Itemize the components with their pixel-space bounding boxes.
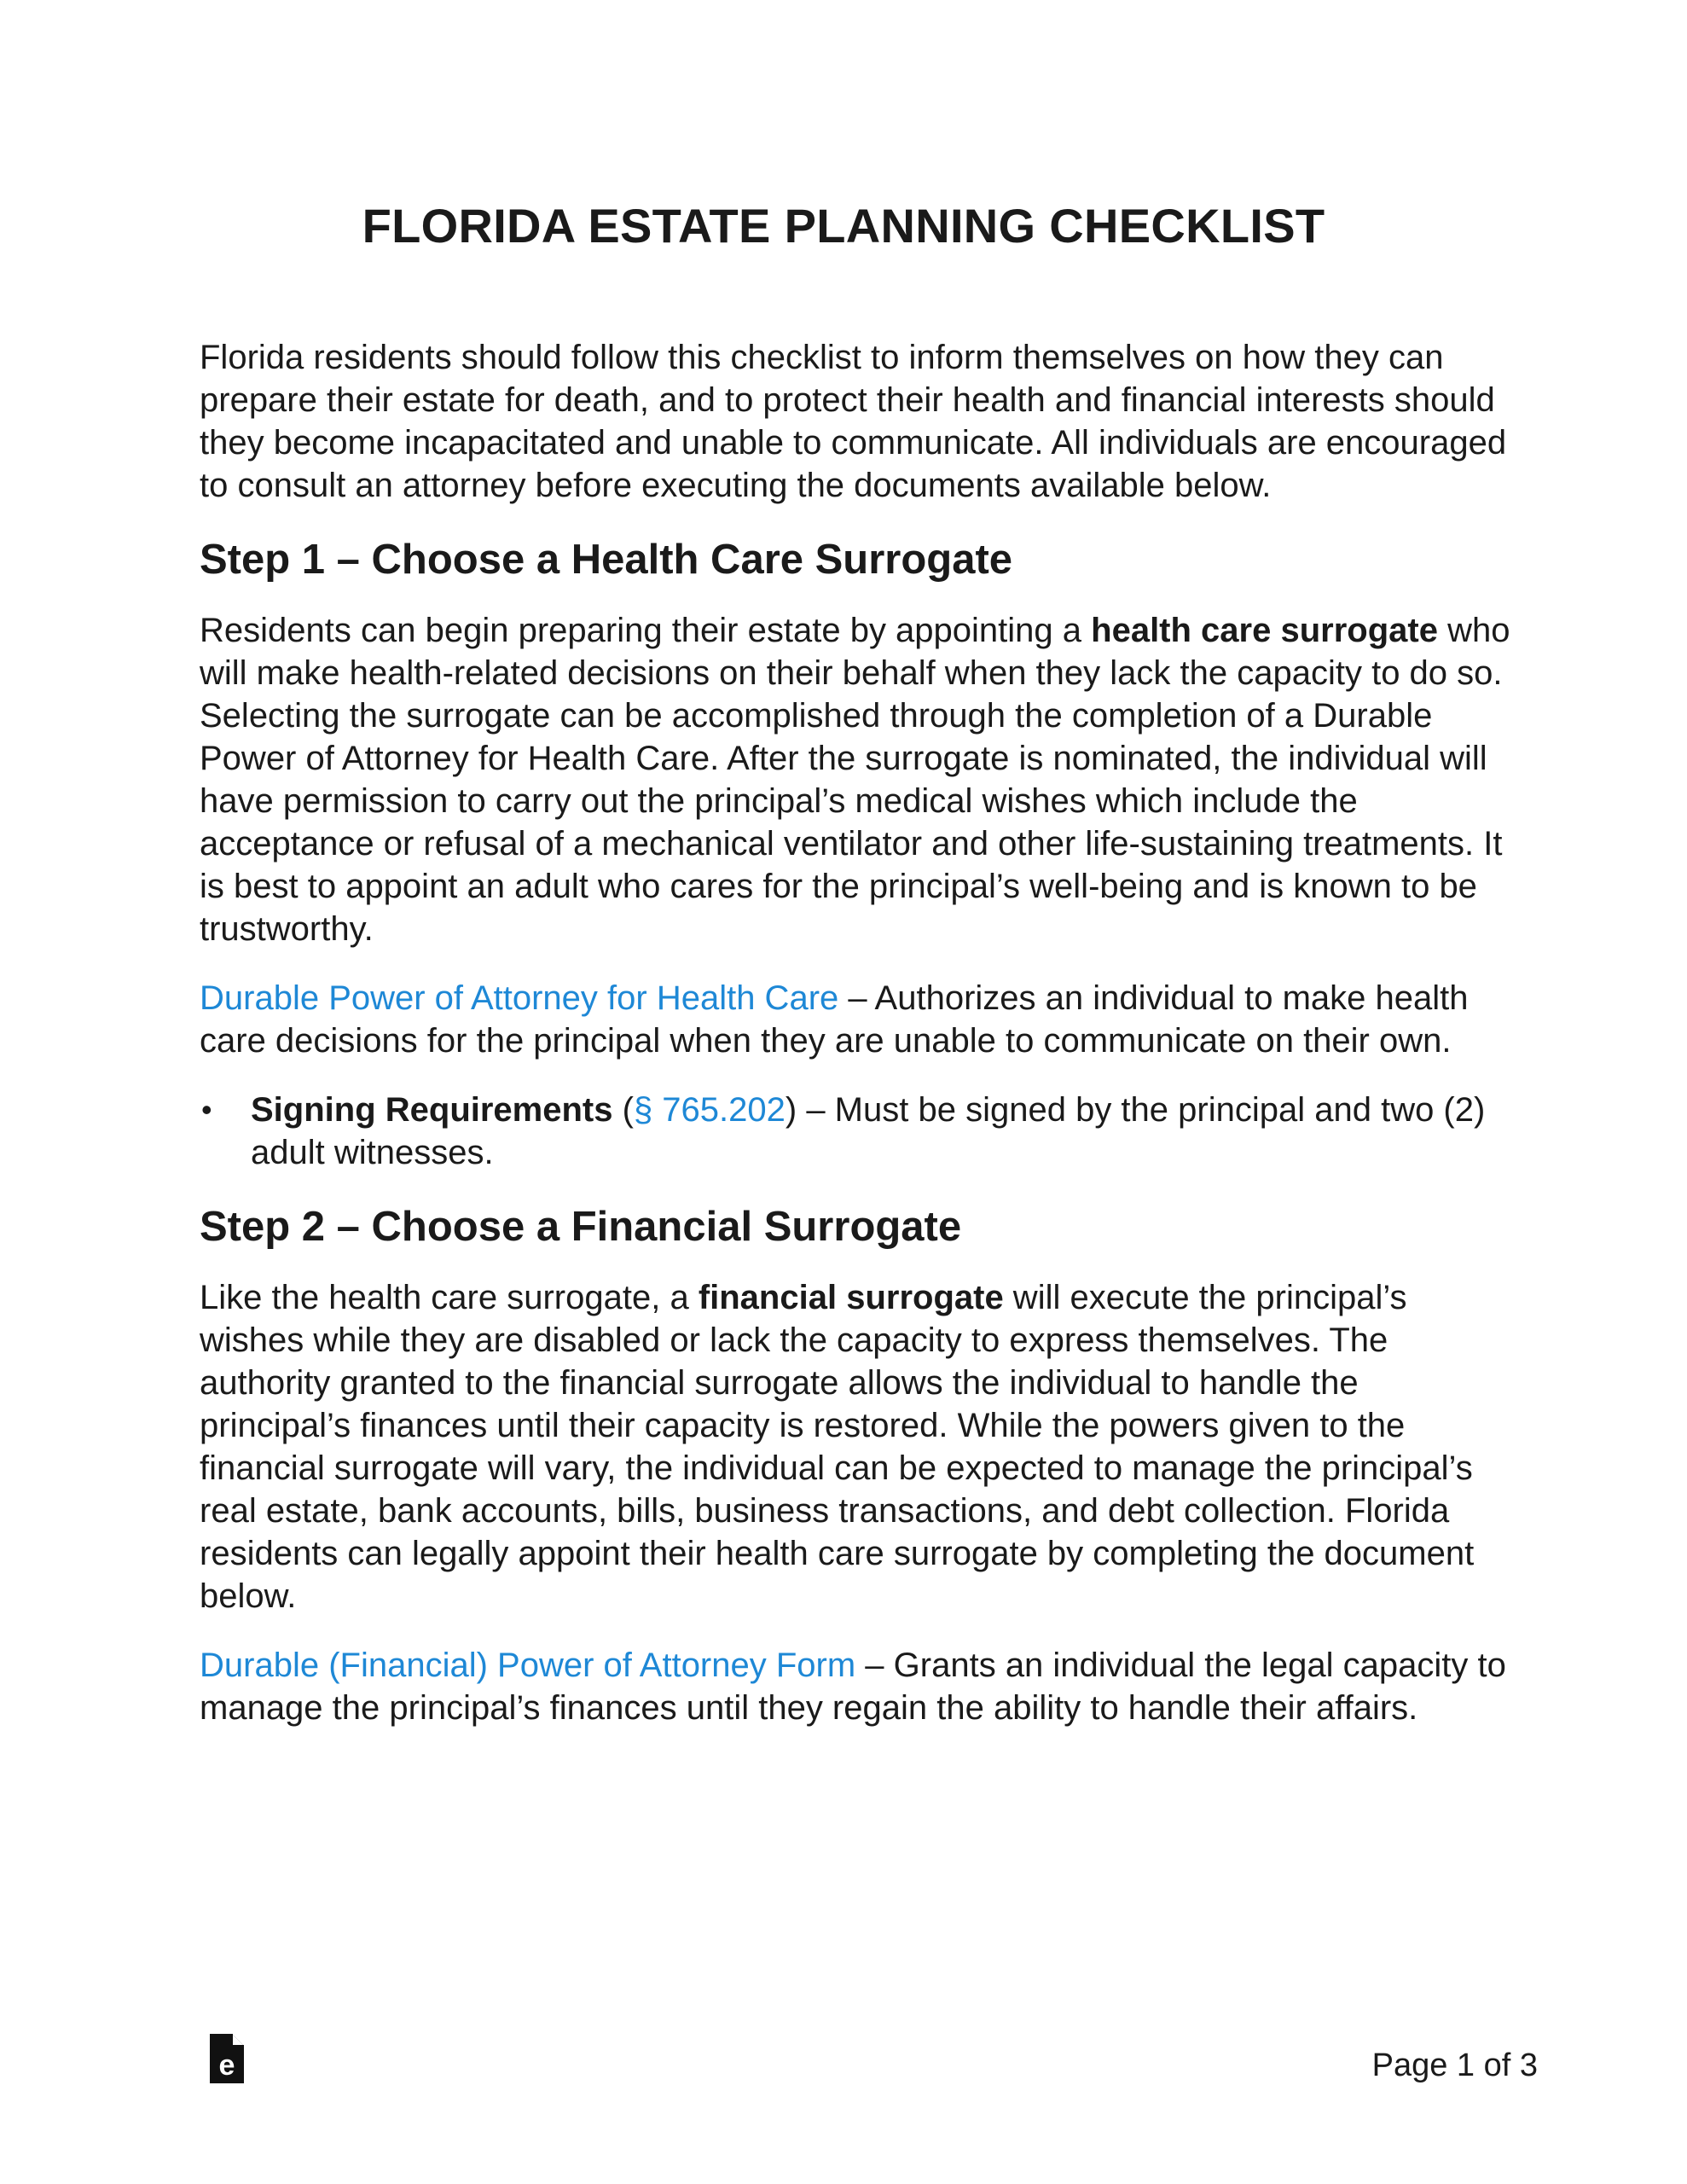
health-care-poa-description: – Authorizes an individual to make health care decisions for the principal when they are unable to communicate on their own. (200, 979, 1469, 1060)
signing-requirements-label: Signing Requirements (251, 1091, 613, 1129)
signing-requirements-list (200, 1089, 1513, 1174)
step2-paragraph (200, 1276, 1513, 1618)
step2-text-after: will execute the principal’s wishes while they are disabled or lack the capacity to express themselves. The authority granted to the financial surrogate allows the individual to handle the principal’s finances until their capacity is restored. While the powers given to the financial surrogate will vary, the individual can be expected to manage the principal’s real estate, bank accounts, bills, business transactions, and debt collection. Florida residents can legally appoint their health care surrogate by completing the document below. (200, 1279, 1475, 1615)
intro-paragraph: Florida residents should follow this checklist to inform themselves on how they can prepare their estate for death, and to protect their health and financial interests should they become incapacitated and unable to communicate. All individuals are encouraged to consult an attorney before executing the documents available below. (200, 339, 1507, 504)
document-title: FLORIDA ESTATE PLANNING CHECKLIST (362, 199, 1325, 253)
eforms-logo-icon (208, 2032, 246, 2085)
svg-text:e: e (218, 2049, 235, 2082)
step2-text-before: Like the health care surrogate, a (200, 1279, 699, 1316)
financial-poa-description: – Grants an individual the legal capacity to manage the principal’s finances until they regain the ability to handle their affairs. (200, 1647, 1506, 1727)
health-care-poa-link[interactable]: Durable Power of Attorney for Health Care (200, 979, 839, 1017)
document-body (200, 336, 1513, 1729)
financial-poa-entry (200, 1644, 1513, 1729)
step1-text-before: Residents can begin preparing their estate by appointing a (200, 612, 1092, 649)
financial-poa-link[interactable]: Durable (Financial) Power of Attorney Form (200, 1647, 856, 1684)
financial-surrogate-term: financial surrogate (698, 1279, 1004, 1316)
step1-heading: Step 1 – Choose a Health Care Surrogate (200, 537, 1013, 583)
health-care-poa-entry (200, 977, 1513, 1062)
step2-heading: Step 2 – Choose a Financial Surrogate (200, 1204, 962, 1250)
bullet-icon: • (201, 1092, 212, 1127)
page-number: Page 1 of 3 (1371, 2048, 1538, 2083)
signing-requirements-text: ) – Must be signed by the principal and two (2) adult witnesses. (251, 1091, 1486, 1171)
statute-765-202-link[interactable]: § 765.202 (633, 1091, 786, 1129)
list-item (200, 1089, 1513, 1174)
step1-text-after: who will make health-related decisions on their behalf when they lack the capacity to do so. Selecting the surrogate can be accomplished through the completion of a Durable Power of Attorney for Health Care. After the surrogate is nominated, the individual will have permission to carry out the principal’s medical wishes which include the acceptance or refusal of a mechanical ventilator and other life-sustaining treatments. It is best to appoint an adult who cares for the principal’s well-being and is known to be trustworthy. (200, 612, 1510, 948)
health-care-surrogate-term: health care surrogate (1091, 612, 1438, 649)
statute-open-paren: ( (612, 1091, 634, 1129)
step1-paragraph (200, 609, 1513, 950)
